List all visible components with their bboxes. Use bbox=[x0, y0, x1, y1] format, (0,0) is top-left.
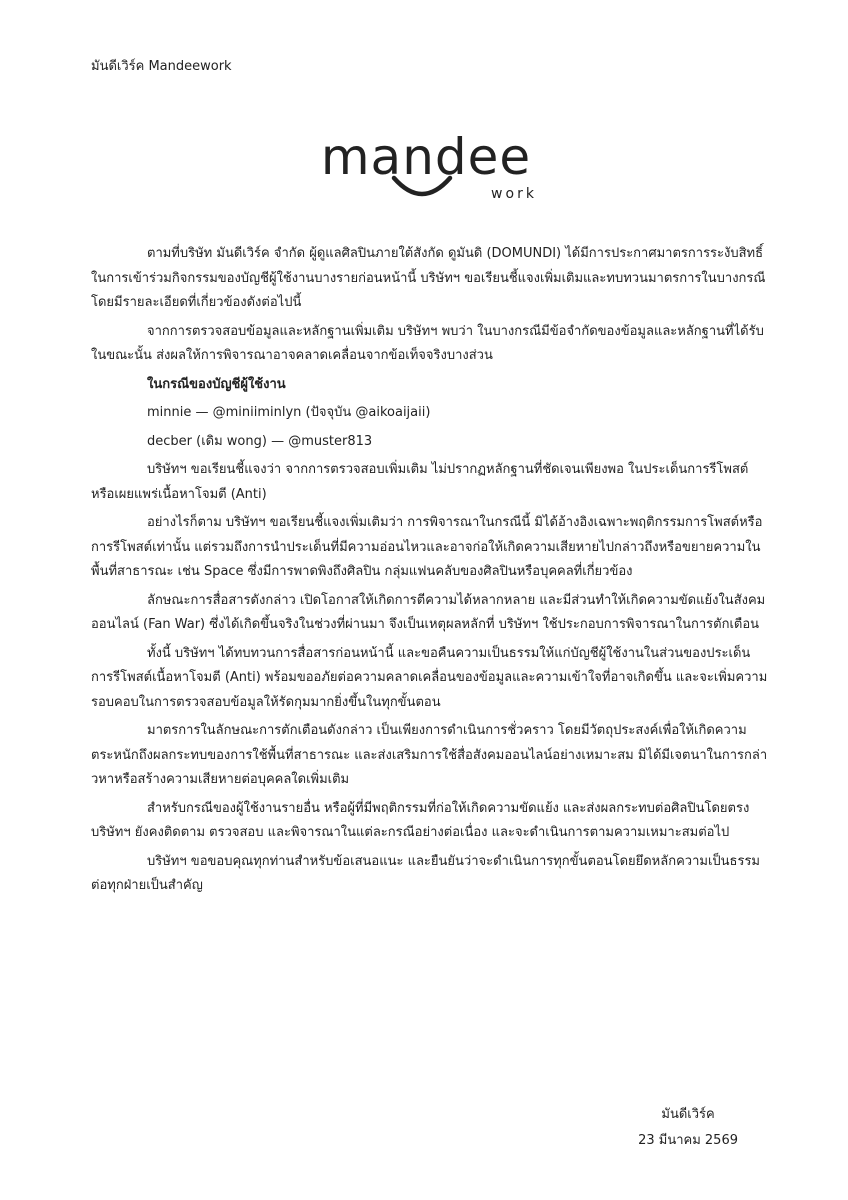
signature-name: มันดีเวิร์ค bbox=[661, 1107, 715, 1122]
paragraph: บริษัทฯ ขอเรียนชี้แจงว่า จากการตรวจสอบเพิ่มเติม ไม่ปรากฏหลักฐานที่ชัดเจนเพียงพอ ในประเด็นการรีโพสต์หรือเผยแพร่เนื้อหาโจมตี (Anti) bbox=[91, 462, 749, 502]
account-line: decber (เดิม wong) — @muster813 bbox=[147, 433, 373, 449]
mandee-work-logo bbox=[296, 132, 556, 212]
paragraph: สำหรับกรณีของผู้ใช้งานรายอื่น หรือผู้ที่มีพฤติกรรมที่ก่อให้เกิดความขัดแย้ง และส่งผลกระทบต่อศิลปินโดยตรง บริษัทฯ ยังคงติดตาม ตรวจสอบ และพิจารณาในแต่ละกรณีอย่างต่อเนื่อง และจะดำเนินการตามความเหมาะสมต่อไป bbox=[91, 800, 750, 840]
paragraph: อย่างไรก็ตาม บริษัทฯ ขอเรียนชี้แจงเพิ่มเติมว่า การพิจารณาในกรณีนี้ มิได้อ้างอิงเฉพาะพฤติกรรมการโพสต์หรือการรีโพสต์เท่านั้น แต่รวมถึงการนำประเด็นที่มีความอ่อนไหวและอาจก่อให้เกิดความเสียหายไปกล่าวถึงหรือขยายความในพื้นที่สาธารณะ เช่น Space ซึ่งมีการพาดพิงถึงศิลปิน กลุ่มแฟนคลับของศิลปินหรือบุคคลที่เกี่ยวข้อง bbox=[91, 515, 763, 579]
account-line: minnie — @miniiminlyn (ปัจจุบัน @aikoaijaii) bbox=[147, 405, 431, 420]
signature-block bbox=[638, 1102, 738, 1154]
paragraph: ตามที่บริษัท มันดีเวิร์ค จำกัด ผู้ดูแลศิลปินภายใต้สังกัด ดูมันดิ (DOMUNDI) ได้มีการประกาศมาตรการระงับสิทธิ์ในการเข้าร่วมกิจกรรมของบัญชีผู้ใช้งานบางรายก่อนหน้านี้ บริษัทฯ ขอเรียนชี้แจงเพิ่มเติมและทบทวนมาตรการในบางกรณี โดยมีรายละเอียดที่เกี่ยวข้องดังต่อไปนี้ bbox=[91, 246, 766, 310]
page-header: มันดีเวิร์ค Mandeework bbox=[91, 59, 232, 74]
section-title: ในกรณีของบัญชีผู้ใช้งาน bbox=[147, 376, 286, 392]
paragraph: ทั้งนี้ บริษัทฯ ได้ทบทวนการสื่อสารก่อนหน้านี้ และขอคืนความเป็นธรรมให้แก่บัญชีผู้ใช้งานในส่วนของประเด็นการรีโพสต์เนื้อหาโจมตี (Anti) พร้อมขออภัยต่อความคลาดเคลื่อนของข้อมูลและความเข้าใจที่อาจเกิดขึ้น และจะเพิ่มความรอบคอบในการตรวจสอบข้อมูลให้รัดกุมมากยิ่งขึ้นในทุกขั้นตอน bbox=[91, 645, 768, 710]
paragraph: ลักษณะการสื่อสารดังกล่าว เปิดโอกาสให้เกิดการตีความได้หลากหลาย และมีส่วนทำให้เกิดความขัดแย้งในสังคมออนไลน์ (Fan War) ซึ่งได้เกิดขึ้นจริงในช่วงที่ผ่านมา จึงเป็นเหตุผลหลักที่ บริษัทฯ ใช้ประกอบการพิจารณาในการตักเตือน bbox=[91, 592, 766, 632]
signature-date: 23 มีนาคม 2569 bbox=[638, 1133, 738, 1148]
paragraph: บริษัทฯ ขอขอบคุณทุกท่านสำหรับข้อเสนอแนะ และยืนยันว่าจะดำเนินการทุกขั้นตอนโดยยึดหลักความเป็นธรรมต่อทุกฝ่ายเป็นสำคัญ bbox=[91, 853, 761, 893]
logo-main-text: mandee bbox=[320, 132, 532, 186]
logo-sub-text: work bbox=[491, 186, 537, 202]
letter-body bbox=[91, 242, 771, 903]
paragraph: จากการตรวจสอบข้อมูลและหลักฐานเพิ่มเติม บริษัทฯ พบว่า ในบางกรณีมีข้อจำกัดของข้อมูลและหลักฐานที่ได้รับในขณะนั้น ส่งผลให้การพิจารณาอาจคลาดเคลื่อนจากข้อเท็จจริงบางส่วน bbox=[91, 323, 764, 363]
paragraph: มาตรการในลักษณะการตักเตือนดังกล่าว เป็นเพียงการดำเนินการชั่วคราว โดยมีวัตถุประสงค์เพื่อให้เกิดความตระหนักถึงผลกระทบของการใช้พื้นที่สาธารณะ และส่งเสริมการใช้สื่อสังคมออนไลน์อย่างเหมาะสม มิได้มีเจตนาในการกล่าวหาหรือสร้างความเสียหายต่อบุคคลใดเพิ่มเติม bbox=[91, 723, 768, 787]
